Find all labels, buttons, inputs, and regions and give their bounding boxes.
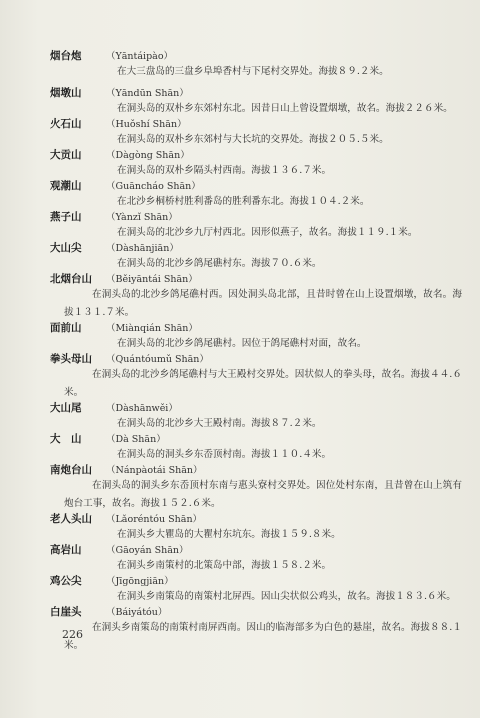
entry: [0, 118, 480, 149]
entry-name: 燕子山: [50, 211, 82, 223]
entry: [0, 464, 480, 513]
entry-name: 大山尾: [50, 402, 82, 414]
entry-pinyin: （Dàgòng Shān）: [106, 150, 190, 161]
entry: [0, 402, 480, 433]
entry: [0, 50, 480, 87]
entry-name: 烟墩山: [50, 87, 82, 99]
entry-name: 高岩山: [50, 544, 82, 556]
entry: [0, 180, 480, 211]
entry-name: 大 山: [50, 433, 82, 445]
page-number: 226: [62, 628, 83, 641]
entry-name: 鸡公尖: [50, 575, 82, 587]
entry-pinyin: （Yāntáipào）: [106, 51, 174, 62]
entry-pinyin: （Huǒshí Shān）: [106, 119, 187, 130]
entry: [0, 322, 480, 353]
entry-pinyin: （Dàshānjiān）: [106, 243, 179, 254]
entry-description: 在洞头乡南策村的北策岛中部，海拔１５８.２米。: [117, 560, 332, 571]
entry-description: 在洞头乡大瞿岛的大瞿村东坑东。海拔１５９.８米。: [117, 529, 341, 540]
entry-name: 南炮台山: [50, 464, 92, 476]
entry-pinyin: （Dà Shān）: [106, 434, 166, 445]
entry-description: 在洞头岛的洞头乡东岙顶村南。海拔１１０.４米。: [117, 449, 332, 460]
entry-description: 在洞头岛的北沙乡鸽尾礁村东。海拔７０.６米。: [117, 258, 322, 269]
entry-pinyin: （Jīgōngjiān）: [106, 576, 174, 587]
entry-description: 在洞头乡南策岛的南策村北屏西。因山尖状似公鸡头，故名。海拔１８３.６米。: [117, 591, 456, 602]
entry: [0, 242, 480, 273]
entry-description: 在洞头岛的北沙乡鸽尾礁村西。因处洞头岛北部，且昔时曾在山上设置烟墩，故名。海拔１３１.７米。: [64, 289, 462, 318]
entry-pinyin: （Nánpàotái Shān）: [106, 465, 203, 476]
entry-description: 在洞头岛的北沙乡鸽尾礁村与大王殿村交界处。因状似人的拳头母，故名。海拔４４.６米。: [64, 369, 462, 398]
entry-description: 在洞头岛的双朴乡隔头村西南。海拔１３６.７米。: [117, 165, 332, 176]
entry: [0, 575, 480, 606]
entry-name: 面前山: [50, 322, 82, 334]
entry-name: 北烟台山: [50, 273, 92, 285]
entry-pinyin: （Lǎoréntóu Shān）: [106, 514, 203, 525]
entry: [0, 211, 480, 242]
entry: [0, 513, 480, 544]
entry-pinyin: （Quántóumǔ Shān）: [106, 354, 209, 365]
entry-description: 在洞头岛的北沙乡九厅村西北。因形似燕子，故名。海拔１１９.１米。: [117, 227, 418, 238]
entry-name: 火石山: [50, 118, 82, 130]
entry-name: 大山尖: [50, 242, 82, 254]
entry-description: 在洞头岛的双朴乡东郊村东北。因昔日山上曾设置烟墩，故名。海拔２２６米。: [117, 103, 453, 114]
entry-name: 拳头母山: [50, 353, 92, 365]
entry-pinyin: （Gāoyán Shān）: [106, 545, 189, 556]
entry-pinyin: （Yànzǐ Shān）: [106, 212, 178, 223]
entry-pinyin: （Yāndūn Shān）: [106, 88, 189, 99]
entry-description: 在洞头乡南策岛的南策村南屏西南。因山的临海部多为白色的悬崖，故名。海拔８８.１米。: [64, 622, 462, 651]
entry-pinyin: （Guāncháo Shān）: [106, 181, 201, 192]
entry: [0, 149, 480, 180]
entry-description: 在大三盘岛的三盘乡阜埠香村与下尾村交界处。海拔８９.２米。: [117, 66, 389, 77]
entry-name: 大贡山: [50, 149, 82, 161]
entry-name: 观潮山: [50, 180, 82, 192]
entry-pinyin: （Běiyāntái Shān）: [106, 274, 198, 285]
entry: [0, 544, 480, 575]
entry: [0, 87, 480, 118]
entry: [0, 433, 480, 464]
entry-name: 老人头山: [50, 513, 92, 525]
entry-pinyin: （Dàshānwěi）: [106, 403, 178, 414]
entry-name: 烟台炮: [50, 50, 82, 62]
entry-description: 在洞头岛的洞头乡东岙顶村东南与惠头寮村交界处。因位处村东南，且昔曾在山上筑有炮台工事，故名。海拔１５２.６米。: [64, 480, 462, 509]
entry-description: 在北沙乡桐桥村胜利番岛的胜利番东北。海拔１０４.２米。: [117, 196, 370, 207]
entry-pinyin: （Miànqián Shān）: [106, 323, 198, 334]
entry: [0, 273, 480, 322]
place-name-entries: [0, 50, 480, 655]
entry-name: 白崖头: [50, 606, 82, 618]
entry-pinyin: （Báiyátóu）: [106, 607, 168, 618]
entry: [0, 353, 480, 402]
entry-description: 在洞头岛的北沙乡鸽尾礁村。因位于鸽尾礁村对面，故名。: [117, 338, 367, 349]
entry-description: 在洞头岛的北沙乡大王殿村南。海拔８７.２米。: [117, 418, 322, 429]
entry-description: 在洞头岛的双朴乡东郊村与大长坑的交界处。海拔２０５.５米。: [117, 134, 389, 145]
